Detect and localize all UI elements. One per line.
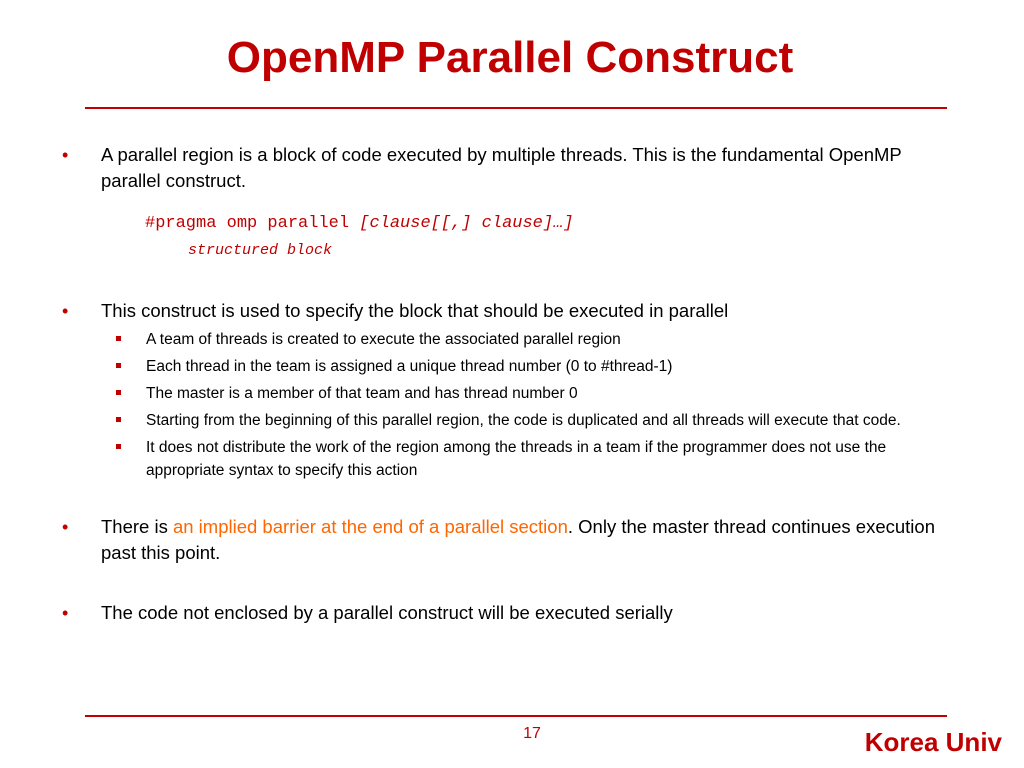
slide-content [60, 142, 960, 626]
bullet-text: This construct is used to specify the block that should be executed in parallel [101, 300, 729, 321]
bullet-text-suffix: . Only the master thread continues execution past this point. [101, 516, 935, 563]
footer-divider [85, 715, 947, 717]
title-divider [85, 107, 947, 109]
code-line-structured-block [60, 240, 960, 262]
sub-bullet-item [60, 355, 960, 378]
bullet-construct-use [60, 298, 960, 324]
sub-bullet-item [60, 436, 960, 482]
sub-bullet-list [60, 328, 960, 482]
page-number: 17 [523, 725, 541, 742]
square-bullet-icon [116, 417, 121, 422]
bullet-highlight: an implied barrier at the end of a parallel section [172, 516, 568, 537]
sub-bullet-item [60, 382, 960, 405]
bullet-dot: • [62, 145, 69, 165]
square-bullet-icon [116, 444, 121, 449]
brand-label: Korea Univ [864, 727, 1002, 757]
slide-title: OpenMP Parallel Construct [226, 33, 794, 82]
sub-bullet-item [60, 409, 960, 432]
square-bullet-icon [116, 363, 121, 368]
sub-bullet-text: A team of threads is created to execute the associated parallel region [146, 331, 621, 348]
code-line-pragma [60, 212, 960, 236]
square-bullet-icon [116, 390, 121, 395]
bullet-parallel-region [60, 142, 960, 194]
square-bullet-icon [116, 336, 121, 341]
sub-bullet-text: Each thread in the team is assigned a unique thread number (0 to #thread-1) [146, 358, 673, 375]
bullet-text-prefix: There is [101, 516, 173, 537]
code-clause: [clause[[,] clause]…] [359, 214, 574, 233]
sub-bullet-item [60, 328, 960, 351]
bullet-dot: • [62, 301, 69, 321]
code-pragma: #pragma omp parallel [145, 214, 360, 233]
bullet-text: The code not enclosed by a parallel construct will be executed serially [101, 602, 673, 623]
sub-bullet-text: It does not distribute the work of the region among the threads in a team if the programmer does not use the appropriate syntax to specify this action [146, 439, 887, 479]
code-structured-block: structured block [188, 242, 333, 259]
bullet-dot: • [62, 603, 69, 623]
bullet-serial-code [60, 600, 960, 626]
sub-bullet-text: Starting from the beginning of this parallel region, the code is duplicated and all threads will execute that code. [146, 412, 901, 429]
bullet-text: A parallel region is a block of code executed by multiple threads. This is the fundamental OpenMP parallel construct. [101, 144, 902, 191]
bullet-implied-barrier [60, 514, 960, 566]
sub-bullet-text: The master is a member of that team and has thread number 0 [146, 385, 578, 402]
bullet-dot: • [62, 517, 69, 537]
